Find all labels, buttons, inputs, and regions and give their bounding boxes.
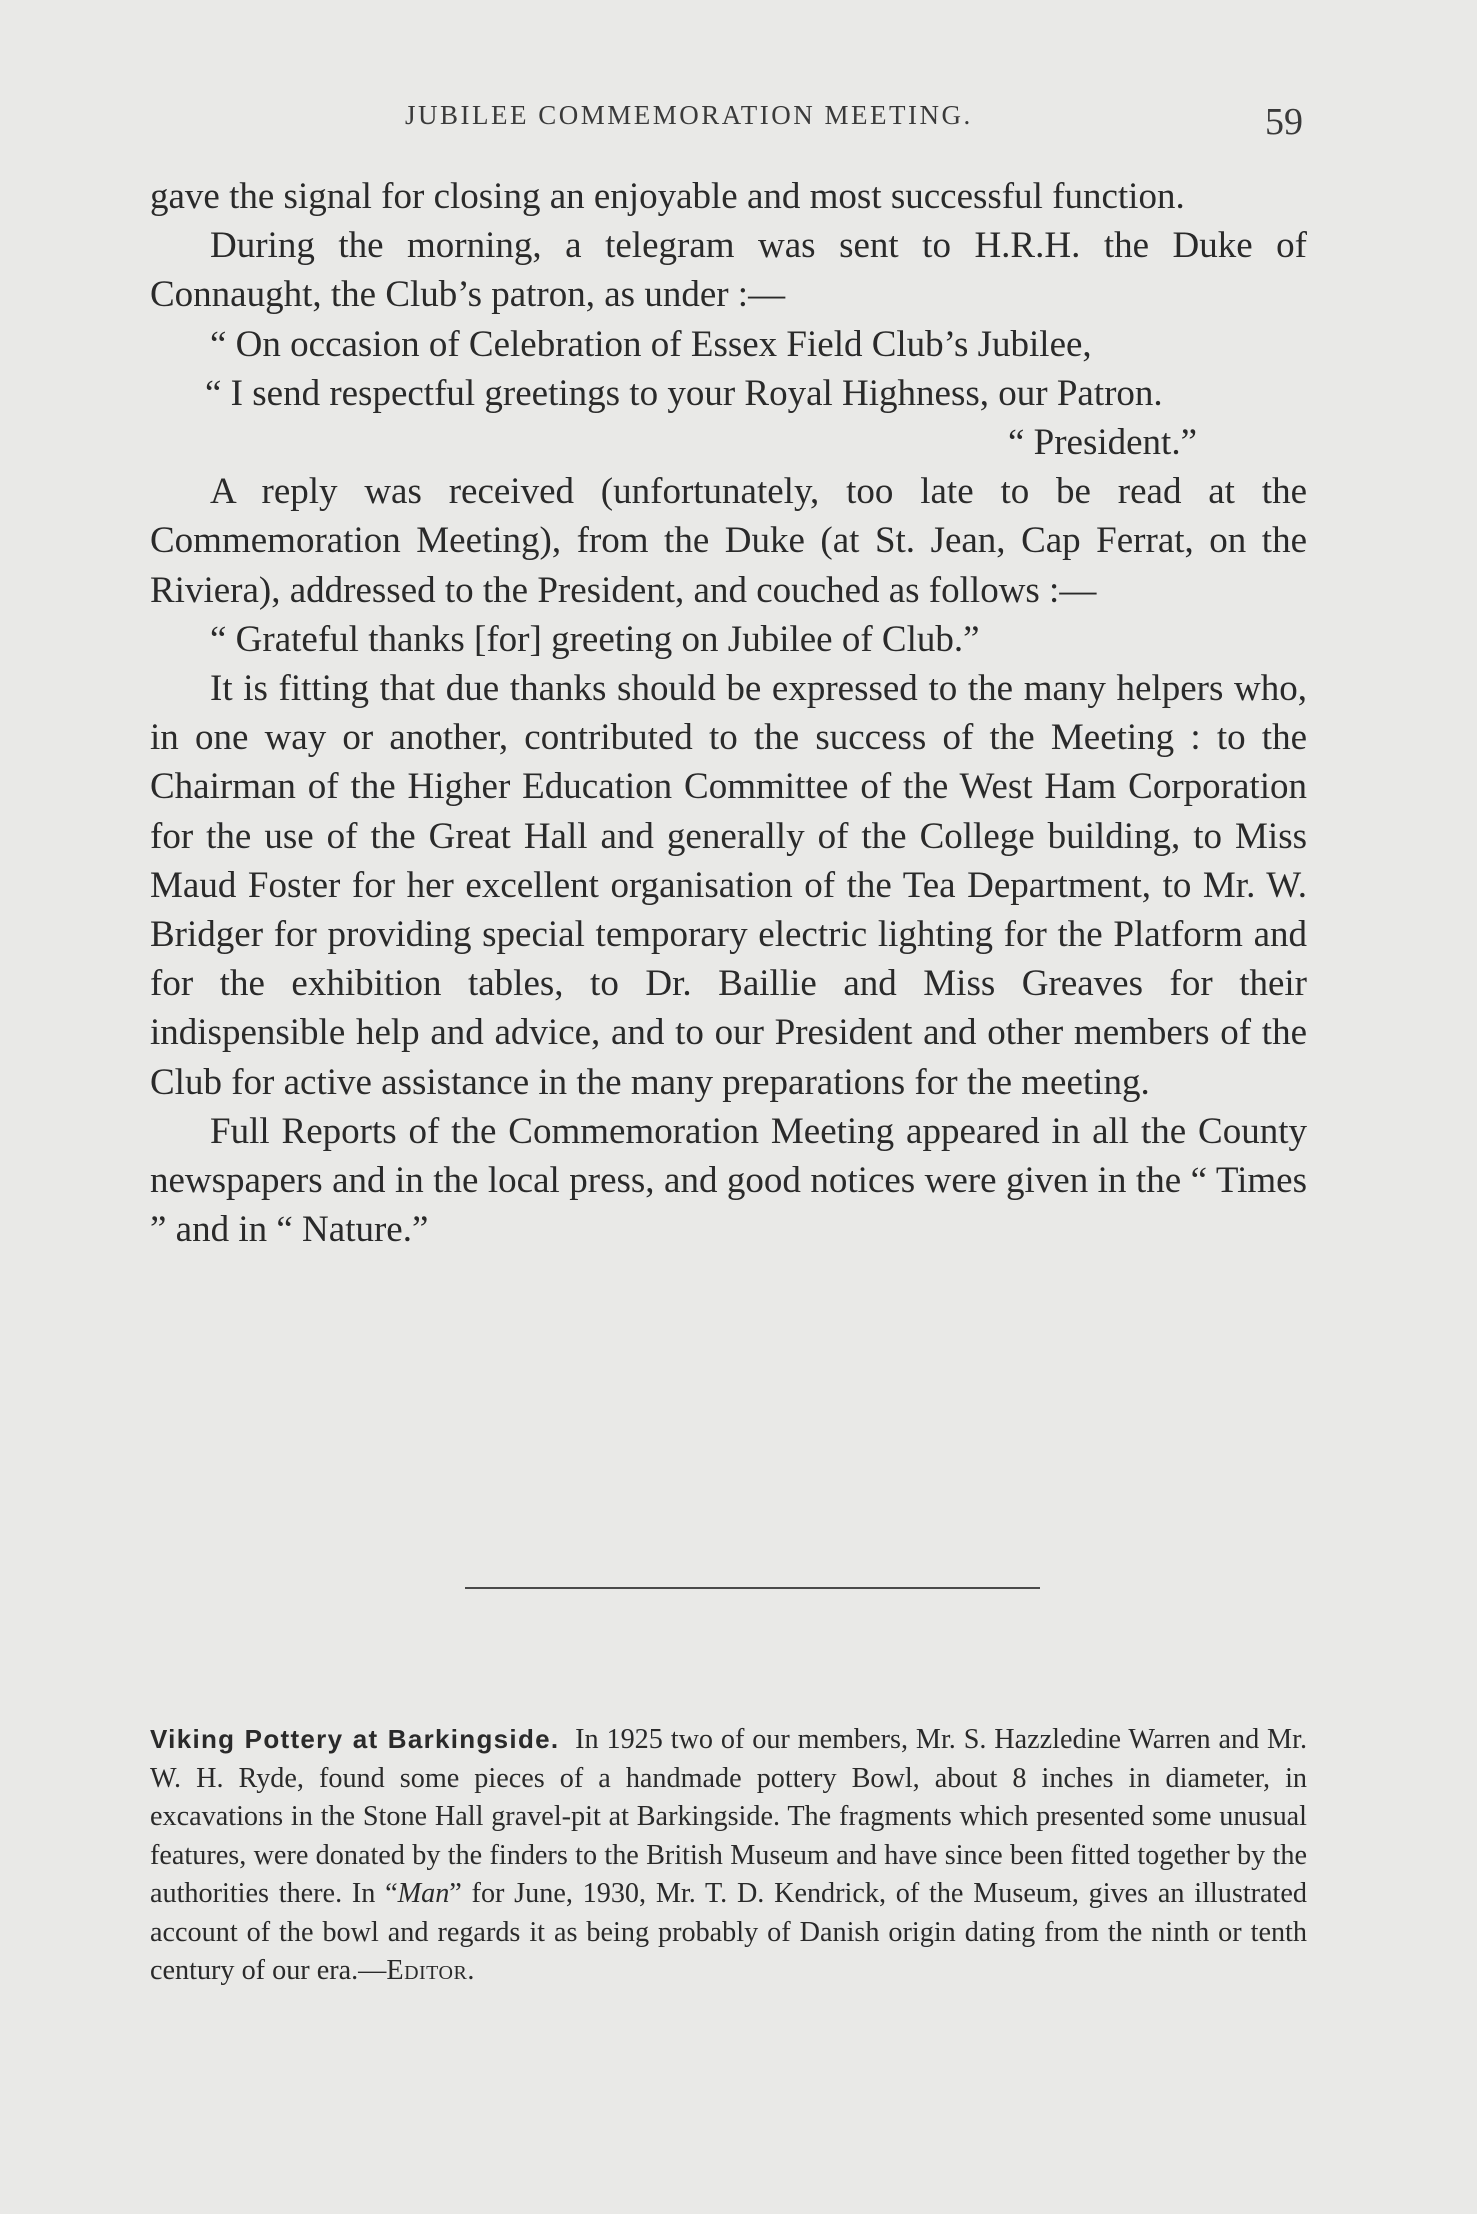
paragraph-3: A reply was received (unfortunately, too late to be read at the Commemoration Meeting), from the Duke (at St. Jean, Cap Ferrat, on the Riviera), addressed to the President, and couched as follows :—	[150, 471, 1307, 611]
page-number: 59	[1265, 101, 1303, 143]
section-divider	[465, 1587, 1040, 1589]
telegram-line-2: “ I send respectful greetings to your Royal Highness, our Patron.	[205, 372, 1163, 414]
note-text-before: In 1925 two of our members, Mr. S. Hazzledine Warren and Mr. W. H. Ryde, found some pieces of a handmade pottery Bowl, about 8 inches in diameter, in excavations in the Stone Hall gravel-pit at Barkingside. The fragments which presented some unusual features, were donated by the finders to the British Museum and have since been fitted together by the authorities there. In “	[150, 1724, 1308, 1909]
note-source-title: Man	[397, 1878, 450, 1909]
reply-quote: “ Grateful thanks [for] greeting on Jubilee of Club.”	[210, 618, 980, 660]
running-header: JUBILEE COMMEMORATION MEETING.	[405, 100, 973, 130]
note-editor: Editor.	[386, 1955, 475, 1986]
paragraph-1: gave the signal for closing an enjoyable and most successful function.	[150, 176, 1185, 217]
telegram-signature: “ President.”	[1007, 422, 1197, 464]
paragraph-2: During the morning, a telegram was sent to H.R.H. the Duke of Connaught, the Club’s patron, as under :—	[150, 225, 1307, 316]
paragraph-4: It is fitting that due thanks should be expressed to the many helpers who, in one way or another, contributed to the success of the Meeting : to the Chairman of the Higher Education Committee of the West Ham Corporation for the use of the Great Hall and generally of the College building, to Miss Maud Foster for her excellent organisation of the Tea Department, to Mr. W. Bridger for providing special temporary electric lighting for the Platform and for the exhibition tables, to Dr. Baillie and Miss Greaves for their indispensible help and advice, and to our President and other members of the Club for active assistance in the many preparations for the meeting.	[150, 668, 1307, 1103]
note-text-after: ” for June, 1930, Mr. T. D. Kendrick, of the Museum, gives an illustrated account of the bowl and regards it as being probably of Danish origin dating from the ninth or tenth century of our era.—	[150, 1878, 1307, 1986]
footnote-block	[150, 1720, 1307, 1991]
telegram-line-1: “ On occasion of Celebration of Essex Field Club’s Jubilee,	[210, 323, 1092, 365]
main-text	[150, 172, 1307, 1254]
note-heading: Viking Pottery at Barkingside.	[150, 1724, 560, 1754]
paragraph-5: Full Reports of the Commemoration Meeting appeared in all the County newspapers and in the local press, and good notices were given in the “ Times ” and in “ Nature.”	[150, 1110, 1307, 1251]
